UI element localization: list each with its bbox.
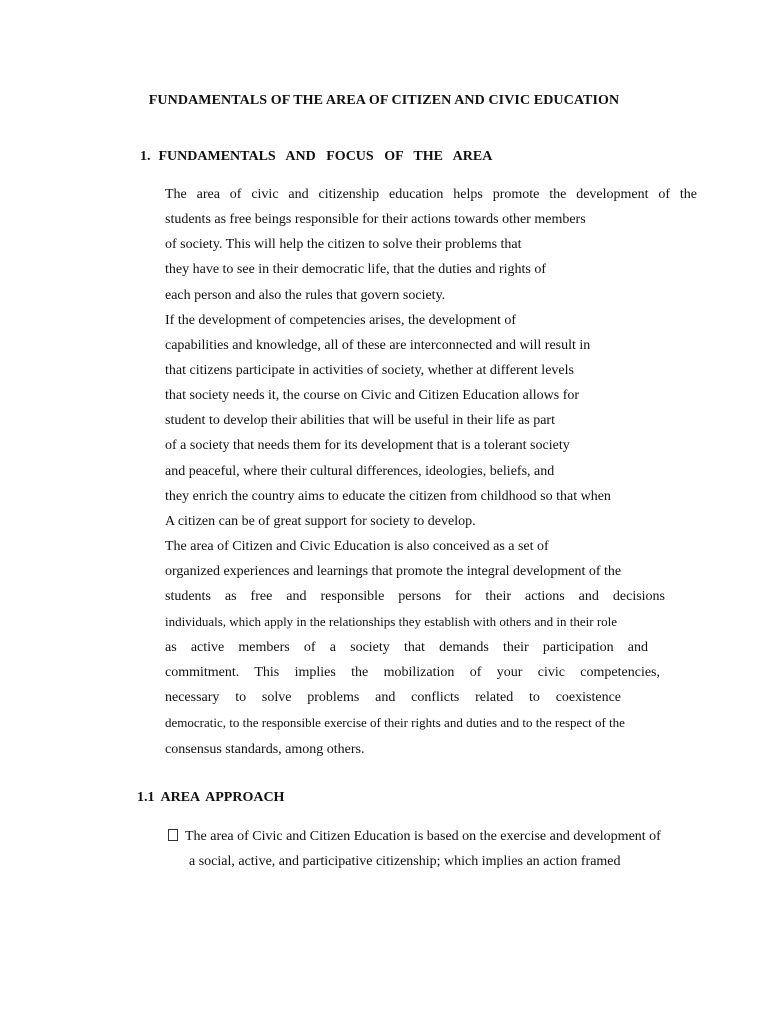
section-1-heading: [140, 149, 492, 165]
paragraph-line: commitment. This implies the mobilization of your civic competencies,: [165, 664, 660, 680]
bullet-continuation: a social, active, and participative citizenship; which implies an action framed: [189, 854, 621, 869]
bullet-line: [168, 826, 698, 851]
section-1-1-number: 1.1: [137, 790, 155, 805]
paragraph-line: they have to see in their democratic life, that the duties and rights of: [165, 262, 546, 278]
paragraph-line: capabilities and knowledge, all of these are interconnected and will result in: [165, 337, 591, 353]
section-1-body: [165, 184, 697, 764]
paragraph-line: of a society that needs them for its development that is a tolerant society: [165, 438, 570, 454]
section-1-title: FUNDAMENTALS AND FOCUS OF THE AREA: [158, 149, 493, 164]
section-1-1-title: AREA APPROACH: [160, 790, 285, 805]
section-1-number: 1.: [140, 149, 151, 164]
paragraph-line: consensus standards, among others.: [165, 742, 365, 758]
paragraph-line: The area of civic and citizenship education helps promote the development of the: [165, 187, 697, 202]
paragraph-line: that citizens participate in activities of society, whether at different levels: [165, 362, 574, 378]
paragraph-line: as active members of a society that demands their participation and: [165, 639, 648, 655]
bullet-text: The area of Civic and Citizen Education is based on the exercise and development of: [185, 829, 661, 844]
paragraph-line: organized experiences and learnings that promote the integral development of the: [165, 564, 622, 580]
section-1-1-heading: [137, 790, 284, 806]
document-title: FUNDAMENTALS OF THE AREA OF CITIZEN AND CIVIC EDUCATION: [148, 93, 620, 108]
paragraph-line: If the development of competencies arises, the development of: [165, 312, 517, 328]
paragraph-line: that society needs it, the course on Civic and Citizen Education allows for: [165, 388, 580, 404]
paragraph-line: each person and also the rules that govern society.: [165, 287, 446, 303]
paragraph-line: they enrich the country aims to educate the citizen from childhood so that when: [165, 488, 611, 504]
paragraph-line: of society. This will help the citizen to solve their problems that: [165, 237, 522, 253]
paragraph-line: students as free beings responsible for their actions towards other members: [165, 212, 586, 228]
paragraph-line: democratic, to the responsible exercise of their rights and duties and to the respect of the: [165, 714, 625, 730]
paragraph-line: student to develop their abilities that will be useful in their life as part: [165, 413, 555, 429]
paragraph-line: The area of Citizen and Civic Education is also conceived as a set of: [165, 538, 549, 554]
paragraph-line: and peaceful, where their cultural differences, ideologies, beliefs, and: [165, 463, 555, 479]
paragraph-line: individuals, which apply in the relationships they establish with others and in their role: [165, 614, 618, 630]
paragraph-line: necessary to solve problems and conflicts related to coexistence: [165, 689, 621, 705]
paragraph-line: students as free and responsible persons for their actions and decisions: [165, 589, 665, 605]
bullet-box-icon: [168, 829, 178, 841]
paragraph-line: A citizen can be of great support for society to develop.: [165, 513, 476, 529]
bullet-item: [168, 826, 698, 876]
